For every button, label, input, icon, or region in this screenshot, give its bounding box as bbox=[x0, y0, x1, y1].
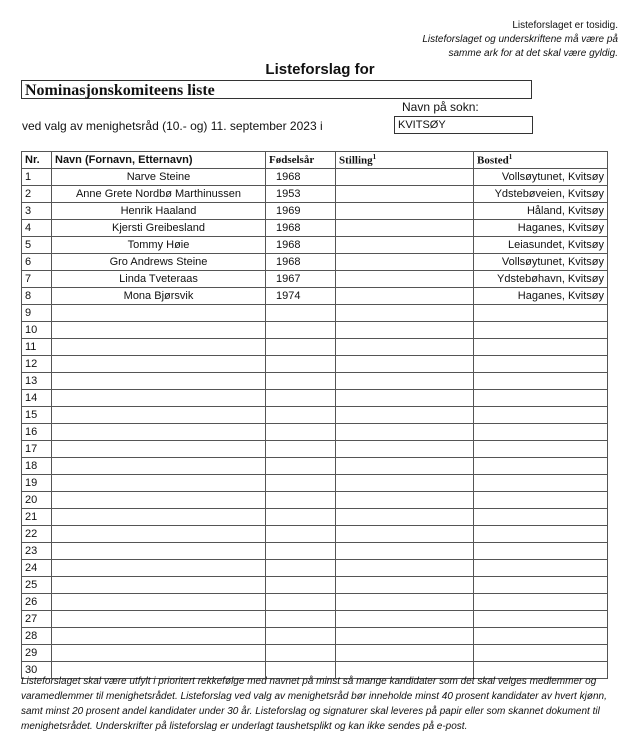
table-row bbox=[22, 203, 608, 220]
candidate-table bbox=[21, 151, 608, 679]
birth-year: 1968 bbox=[266, 169, 336, 186]
row-number: 30 bbox=[22, 662, 52, 679]
row-number: 11 bbox=[22, 339, 52, 356]
occupation bbox=[336, 509, 474, 526]
birth-year: 1953 bbox=[266, 186, 336, 203]
candidate-name bbox=[52, 611, 266, 628]
birth-year bbox=[266, 492, 336, 509]
table-row bbox=[22, 288, 608, 305]
address bbox=[474, 492, 608, 509]
table-row bbox=[22, 305, 608, 322]
table-row bbox=[22, 220, 608, 237]
table-row bbox=[22, 492, 608, 509]
row-number: 4 bbox=[22, 220, 52, 237]
occupation bbox=[336, 441, 474, 458]
occupation bbox=[336, 339, 474, 356]
row-number: 13 bbox=[22, 373, 52, 390]
birth-year bbox=[266, 475, 336, 492]
birth-year bbox=[266, 628, 336, 645]
address: Ydstebøhavn, Kvitsøy bbox=[474, 271, 608, 288]
table-row bbox=[22, 322, 608, 339]
row-number: 12 bbox=[22, 356, 52, 373]
header-name: Navn (Fornavn, Etternavn) bbox=[52, 152, 266, 169]
occupation bbox=[336, 458, 474, 475]
table-row bbox=[22, 186, 608, 203]
address bbox=[474, 577, 608, 594]
header-occupation bbox=[336, 152, 474, 169]
row-number: 10 bbox=[22, 322, 52, 339]
row-number: 28 bbox=[22, 628, 52, 645]
row-number: 14 bbox=[22, 390, 52, 407]
address bbox=[474, 458, 608, 475]
row-number: 17 bbox=[22, 441, 52, 458]
table-row bbox=[22, 271, 608, 288]
table-row bbox=[22, 254, 608, 271]
table-row bbox=[22, 560, 608, 577]
table-row bbox=[22, 611, 608, 628]
occupation bbox=[336, 203, 474, 220]
birth-year bbox=[266, 356, 336, 373]
same-sheet-note-line2: samme ark for at det skal være gyldig. bbox=[448, 48, 618, 59]
candidate-name: Gro Andrews Steine bbox=[52, 254, 266, 271]
table-row bbox=[22, 526, 608, 543]
committee-list-name: Nominasjonskomiteens liste bbox=[21, 80, 532, 99]
table-row bbox=[22, 628, 608, 645]
occupation bbox=[336, 254, 474, 271]
address bbox=[474, 356, 608, 373]
row-number: 23 bbox=[22, 543, 52, 560]
candidate-name: Tommy Høie bbox=[52, 237, 266, 254]
row-number: 6 bbox=[22, 254, 52, 271]
election-description: ved valg av menighetsråd (10.- og) 11. september 2023 i bbox=[22, 119, 323, 133]
row-number: 24 bbox=[22, 560, 52, 577]
address: Vollsøytunet, Kvitsøy bbox=[474, 169, 608, 186]
row-number: 1 bbox=[22, 169, 52, 186]
birth-year: 1968 bbox=[266, 254, 336, 271]
row-number: 18 bbox=[22, 458, 52, 475]
header-birth-year: Fødselsår bbox=[266, 152, 336, 169]
birth-year bbox=[266, 407, 336, 424]
address bbox=[474, 322, 608, 339]
address bbox=[474, 441, 608, 458]
footer-instructions: Listeforslaget skal være utfylt i prioritert rekkefølge med navnet på minst så mange kandidater som det skal velges medlemmer og varamedlemmer til menighetsrådet. Listeforslag ved valg av menighetsråd bør inneholde minst 40 prosent kandidater av hvert kjønn, samt minst 20 prosent andel kandidater under 30 år. Listeforslag og signaturer skal leveres på papir eller som skannet dokument til menighetsrådet. Underskrifter på listeforslag er underlagt taushetsplikt og kan ikke sendes på e-post. bbox=[21, 676, 607, 732]
birth-year bbox=[266, 611, 336, 628]
table-row bbox=[22, 390, 608, 407]
occupation bbox=[336, 577, 474, 594]
occupation bbox=[336, 237, 474, 254]
table-row bbox=[22, 356, 608, 373]
birth-year: 1968 bbox=[266, 237, 336, 254]
address bbox=[474, 339, 608, 356]
birth-year bbox=[266, 594, 336, 611]
table-row bbox=[22, 509, 608, 526]
footnote-mark: 1 bbox=[508, 153, 513, 162]
address bbox=[474, 509, 608, 526]
table-row bbox=[22, 441, 608, 458]
address: Haganes, Kvitsøy bbox=[474, 220, 608, 237]
document-title: Listeforslag for bbox=[265, 61, 375, 78]
occupation bbox=[336, 390, 474, 407]
header-address bbox=[474, 152, 608, 169]
candidate-name bbox=[52, 390, 266, 407]
row-number: 19 bbox=[22, 475, 52, 492]
birth-year bbox=[266, 339, 336, 356]
table-row bbox=[22, 407, 608, 424]
row-number: 16 bbox=[22, 424, 52, 441]
occupation bbox=[336, 543, 474, 560]
row-number: 2 bbox=[22, 186, 52, 203]
address bbox=[474, 475, 608, 492]
candidate-name bbox=[52, 373, 266, 390]
candidate-name: Linda Tveteraas bbox=[52, 271, 266, 288]
table-row bbox=[22, 373, 608, 390]
birth-year: 1968 bbox=[266, 220, 336, 237]
address bbox=[474, 526, 608, 543]
address bbox=[474, 594, 608, 611]
candidate-name bbox=[52, 543, 266, 560]
candidate-name bbox=[52, 305, 266, 322]
address bbox=[474, 628, 608, 645]
address: Haganes, Kvitsøy bbox=[474, 288, 608, 305]
parish-label: Navn på sokn: bbox=[402, 100, 479, 114]
header-occupation-label: Stilling bbox=[339, 154, 373, 167]
candidate-name bbox=[52, 407, 266, 424]
row-number: 7 bbox=[22, 271, 52, 288]
address: Vollsøytunet, Kvitsøy bbox=[474, 254, 608, 271]
birth-year bbox=[266, 322, 336, 339]
row-number: 25 bbox=[22, 577, 52, 594]
row-number: 15 bbox=[22, 407, 52, 424]
candidate-name bbox=[52, 441, 266, 458]
row-number: 26 bbox=[22, 594, 52, 611]
occupation bbox=[336, 356, 474, 373]
candidate-name bbox=[52, 594, 266, 611]
address: Leiasundet, Kvitsøy bbox=[474, 237, 608, 254]
occupation bbox=[336, 560, 474, 577]
candidate-name: Henrik Haaland bbox=[52, 203, 266, 220]
occupation bbox=[336, 169, 474, 186]
same-sheet-note-line1: Listeforslaget og underskriftene må være på bbox=[422, 34, 618, 45]
table-row bbox=[22, 424, 608, 441]
footnote-mark: 1 bbox=[372, 153, 377, 162]
occupation bbox=[336, 645, 474, 662]
address bbox=[474, 407, 608, 424]
birth-year bbox=[266, 424, 336, 441]
candidate-name bbox=[52, 628, 266, 645]
table-row bbox=[22, 543, 608, 560]
occupation bbox=[336, 186, 474, 203]
birth-year: 1969 bbox=[266, 203, 336, 220]
birth-year bbox=[266, 441, 336, 458]
birth-year bbox=[266, 509, 336, 526]
occupation bbox=[336, 611, 474, 628]
occupation bbox=[336, 373, 474, 390]
occupation bbox=[336, 220, 474, 237]
birth-year bbox=[266, 526, 336, 543]
candidate-name bbox=[52, 492, 266, 509]
address bbox=[474, 560, 608, 577]
occupation bbox=[336, 322, 474, 339]
row-number: 22 bbox=[22, 526, 52, 543]
address bbox=[474, 645, 608, 662]
birth-year bbox=[266, 543, 336, 560]
candidate-name bbox=[52, 509, 266, 526]
row-number: 21 bbox=[22, 509, 52, 526]
candidate-name bbox=[52, 339, 266, 356]
two-sided-note: Listeforslaget er tosidig. bbox=[512, 20, 618, 31]
candidate-name: Kjersti Greibesland bbox=[52, 220, 266, 237]
candidate-name bbox=[52, 475, 266, 492]
table-row bbox=[22, 339, 608, 356]
row-number: 9 bbox=[22, 305, 52, 322]
candidate-name bbox=[52, 356, 266, 373]
candidate-name bbox=[52, 424, 266, 441]
candidate-name bbox=[52, 526, 266, 543]
occupation bbox=[336, 271, 474, 288]
candidate-name bbox=[52, 560, 266, 577]
address bbox=[474, 390, 608, 407]
birth-year: 1974 bbox=[266, 288, 336, 305]
row-number: 29 bbox=[22, 645, 52, 662]
address bbox=[474, 373, 608, 390]
parish-field: KVITSØY bbox=[394, 116, 533, 134]
address bbox=[474, 543, 608, 560]
occupation bbox=[336, 288, 474, 305]
birth-year bbox=[266, 305, 336, 322]
occupation bbox=[336, 492, 474, 509]
row-number: 20 bbox=[22, 492, 52, 509]
table-row bbox=[22, 645, 608, 662]
header-address-label: Bosted bbox=[477, 154, 509, 167]
occupation bbox=[336, 594, 474, 611]
candidate-name: Mona Bjørsvik bbox=[52, 288, 266, 305]
row-number: 27 bbox=[22, 611, 52, 628]
occupation bbox=[336, 526, 474, 543]
table-header-row bbox=[22, 152, 608, 169]
birth-year bbox=[266, 390, 336, 407]
birth-year bbox=[266, 458, 336, 475]
header-nr: Nr. bbox=[22, 152, 52, 169]
candidate-name bbox=[52, 645, 266, 662]
table-row bbox=[22, 237, 608, 254]
birth-year bbox=[266, 373, 336, 390]
birth-year bbox=[266, 577, 336, 594]
table-row bbox=[22, 475, 608, 492]
candidate-name bbox=[52, 577, 266, 594]
address: Håland, Kvitsøy bbox=[474, 203, 608, 220]
candidate-name bbox=[52, 322, 266, 339]
table-row bbox=[22, 577, 608, 594]
row-number: 8 bbox=[22, 288, 52, 305]
candidate-name: Anne Grete Nordbø Marthinussen bbox=[52, 186, 266, 203]
address bbox=[474, 424, 608, 441]
birth-year bbox=[266, 645, 336, 662]
table-row bbox=[22, 594, 608, 611]
occupation bbox=[336, 424, 474, 441]
occupation bbox=[336, 628, 474, 645]
candidate-name bbox=[52, 458, 266, 475]
birth-year bbox=[266, 560, 336, 577]
address bbox=[474, 305, 608, 322]
row-number: 3 bbox=[22, 203, 52, 220]
occupation bbox=[336, 407, 474, 424]
birth-year: 1967 bbox=[266, 271, 336, 288]
occupation bbox=[336, 305, 474, 322]
table-row bbox=[22, 169, 608, 186]
address: Ydstebøveien, Kvitsøy bbox=[474, 186, 608, 203]
occupation bbox=[336, 475, 474, 492]
address bbox=[474, 611, 608, 628]
row-number: 5 bbox=[22, 237, 52, 254]
candidate-name: Narve Steine bbox=[52, 169, 266, 186]
table-row bbox=[22, 458, 608, 475]
